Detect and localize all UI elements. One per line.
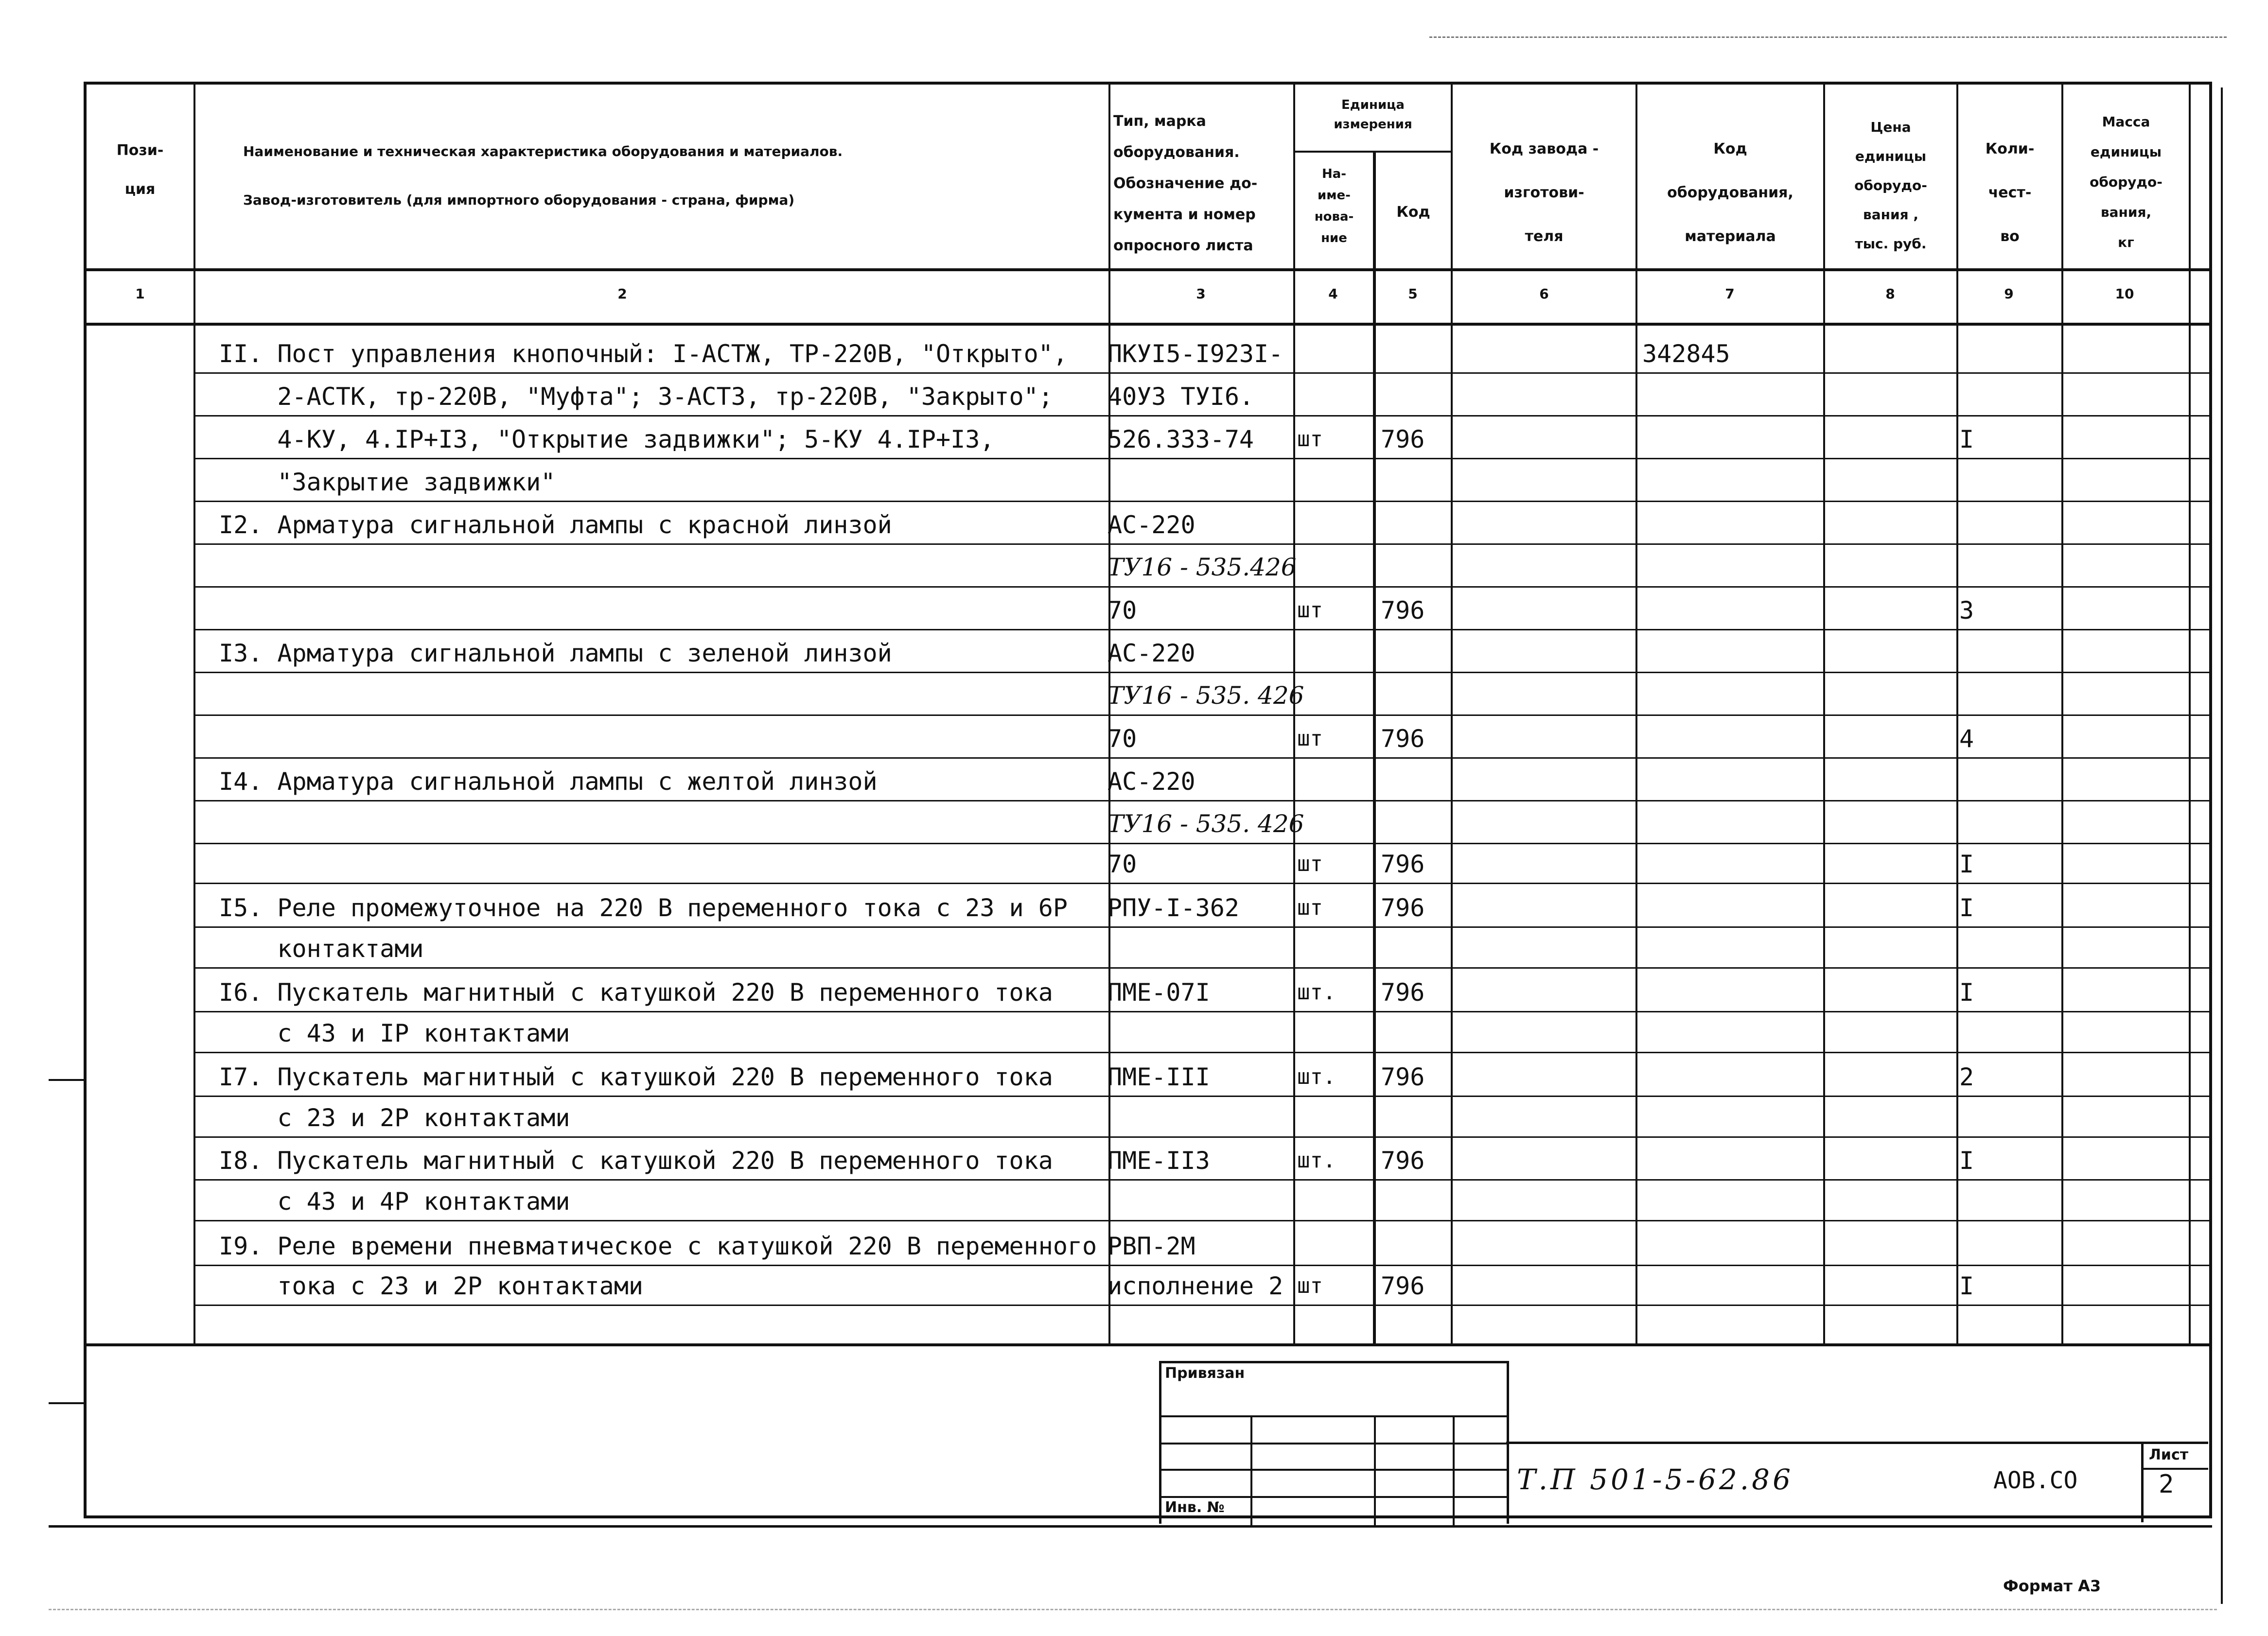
header-unit-name: На- име- нова- ние	[1314, 167, 1354, 245]
row-separator	[193, 458, 2209, 459]
row-type: ТУ16 - 535. 426	[1108, 810, 1304, 838]
row-name: I3. Арматура сигнальной лампы с зеленой линзой	[219, 639, 892, 667]
row-name: I6. Пускатель магнитный с катушкой 220 В переменного тока	[219, 978, 1053, 1007]
colnum-3: 3	[1196, 286, 1206, 302]
header-mfr-code: Код завода - изготови- теля	[1489, 140, 1599, 245]
row-code: 796	[1381, 978, 1425, 1007]
row-type: 70	[1108, 850, 1137, 878]
row-type: исполнение 2	[1108, 1272, 1283, 1300]
row-type: 526.333-74	[1108, 425, 1254, 453]
title-block-top	[1506, 1442, 2208, 1444]
row-type: 70	[1108, 596, 1137, 625]
row-name: с 43 и IP контактами	[219, 1019, 570, 1047]
row-unit: шт.	[1297, 980, 1336, 1005]
colnum-6: 6	[1539, 286, 1549, 302]
col-line-4	[1373, 151, 1376, 1345]
row-quantity: I	[1959, 1147, 1974, 1175]
row-type: ПМЕ-III	[1108, 1063, 1210, 1091]
row-separator	[193, 800, 2209, 801]
doc-number: Т.П 501-5-62.86	[1517, 1463, 1793, 1496]
row-code: 796	[1381, 1272, 1425, 1300]
row-code: 796	[1381, 1063, 1425, 1091]
sheet-label: Лист	[2149, 1446, 2189, 1463]
row-name: 4-КУ, 4.IP+I3, "Открытие задвижки"; 5-КУ 4.IP+I3,	[219, 425, 995, 453]
row-unit: шт	[1297, 852, 1323, 876]
margin-tick	[49, 1402, 84, 1404]
row-separator	[193, 1265, 2209, 1266]
row-name: тока с 23 и 2Р контактами	[219, 1272, 643, 1300]
row-unit: шт	[1297, 427, 1323, 452]
row-separator	[193, 1096, 2209, 1097]
row-separator	[193, 586, 2209, 588]
colnum-9: 9	[2004, 286, 2014, 302]
row-unit: шт.	[1297, 1064, 1336, 1089]
row-quantity: I	[1959, 978, 1974, 1007]
colnum-1: 1	[135, 286, 145, 302]
row-item-code: 342845	[1642, 340, 1730, 368]
bound-label: Привязан	[1165, 1365, 1245, 1382]
row-separator	[193, 1011, 2209, 1012]
row-quantity: 3	[1959, 596, 1974, 625]
table-bottom-line	[84, 1343, 2209, 1346]
row-separator	[193, 1179, 2209, 1181]
sheet-code: АОВ.СО	[1993, 1467, 2078, 1494]
row-type: РПУ-I-362	[1108, 894, 1239, 922]
row-separator	[193, 843, 2209, 844]
row-type: РВП-2М	[1108, 1232, 1196, 1260]
sheet-number: 2	[2159, 1470, 2174, 1499]
header-type: Тип, марка оборудования. Обозначение до- кумента и номер опросного листа	[1113, 113, 1258, 254]
row-name: "Закрытие задвижки"	[219, 468, 556, 496]
row-name: I7. Пускатель магнитный с катушкой 220 В переменного тока	[219, 1063, 1053, 1091]
row-quantity: 2	[1959, 1063, 1974, 1091]
row-unit: шт.	[1297, 1148, 1336, 1173]
row-name: I4. Арматура сигнальной лампы с желтой линзой	[219, 767, 878, 796]
row-separator	[193, 372, 2209, 374]
header-quantity: Коли- чест- во	[1985, 140, 2035, 245]
row-type: ТУ16 - 535.426	[1108, 553, 1297, 581]
row-separator	[193, 672, 2209, 673]
header-name: Наименование и техническая характеристика оборудования и материалов. Завод-изготовитель (для импортного оборудования - страна, фирма)	[243, 143, 843, 208]
row-separator	[193, 1305, 2209, 1306]
row-unit: шт	[1297, 726, 1323, 751]
colnum-bottom-line	[84, 323, 2209, 326]
row-type: ТУ16 - 535. 426	[1108, 681, 1304, 710]
row-code: 796	[1381, 850, 1425, 878]
row-code: 796	[1381, 596, 1425, 625]
row-quantity: 4	[1959, 725, 1974, 753]
top-dash-line	[1429, 36, 2227, 38]
sheet-box-left	[2141, 1442, 2144, 1522]
row-quantity: I	[1959, 1272, 1974, 1300]
header-bottom-line	[84, 268, 2209, 271]
row-unit: шт	[1297, 895, 1323, 920]
colnum-2: 2	[617, 286, 627, 302]
colnum-5: 5	[1408, 286, 1418, 302]
row-quantity: I	[1959, 425, 1974, 453]
row-name: с 43 и 4Р контактами	[219, 1187, 570, 1216]
row-separator	[193, 1220, 2209, 1221]
row-separator	[193, 757, 2209, 759]
colnum-7: 7	[1725, 286, 1735, 302]
row-code: 796	[1381, 894, 1425, 922]
row-unit: шт	[1297, 598, 1323, 623]
stamp-col	[1250, 1415, 1252, 1525]
row-name: с 23 и 2Р контактами	[219, 1104, 570, 1132]
right-frame-extension	[2221, 87, 2223, 1604]
row-separator	[193, 501, 2209, 502]
row-separator	[193, 883, 2209, 884]
row-separator	[193, 714, 2209, 716]
bottom-dash-line	[49, 1609, 2217, 1610]
row-quantity: I	[1959, 850, 1974, 878]
row-name: I9. Реле времени пневматическое с катушкой 220 В переменного	[219, 1232, 1097, 1260]
row-separator	[193, 967, 2209, 969]
row-name: II. Пост управления кнопочный: I-АСТЖ, ТР-220В, "Открыто",	[219, 340, 1068, 368]
margin-tick	[49, 1079, 84, 1081]
bottom-frame-extension	[49, 1525, 2212, 1528]
colnum-10: 10	[2115, 286, 2134, 302]
row-type: АС-220	[1108, 511, 1196, 539]
header-position: Пози- ция	[116, 142, 164, 198]
row-name: 2-АСТК, тр-220В, "Муфта"; 3-АСТЗ, тр-220В, "Закрыто";	[219, 383, 1053, 411]
row-type: 70	[1108, 725, 1137, 753]
row-type: ПМЕ-II3	[1108, 1147, 1210, 1175]
unit-group-line	[1293, 151, 1451, 153]
inv-label: Инв. №	[1165, 1499, 1225, 1516]
stamp-col	[1374, 1415, 1376, 1525]
header-price: Цена единицы оборудо- вания , тыс. руб.	[1854, 119, 1927, 252]
header-item-code: Код оборудования, материала	[1667, 140, 1793, 245]
row-separator	[193, 926, 2209, 928]
row-name: контактами	[219, 935, 424, 963]
row-type: АС-220	[1108, 767, 1196, 796]
row-code: 796	[1381, 1147, 1425, 1175]
colnum-4: 4	[1328, 286, 1338, 302]
row-type: АС-220	[1108, 639, 1196, 667]
row-separator	[193, 1136, 2209, 1138]
header-unit-code: Код	[1396, 204, 1430, 221]
header-unit-group: Единица измерения	[1334, 98, 1412, 132]
stamp-col	[1453, 1415, 1455, 1525]
row-unit: шт	[1297, 1273, 1323, 1298]
row-type: ПКУI5-I923I-	[1108, 340, 1283, 368]
row-separator	[193, 629, 2209, 630]
row-quantity: I	[1959, 894, 1974, 922]
row-separator	[193, 1052, 2209, 1053]
sheet-box-divider	[2141, 1468, 2208, 1470]
row-code: 796	[1381, 425, 1425, 453]
header-mass: Масса единицы оборудо- вания, кг	[2090, 114, 2163, 250]
row-name: I2. Арматура сигнальной лампы с красной линзой	[219, 511, 892, 539]
colnum-8: 8	[1885, 286, 1895, 302]
row-separator	[193, 415, 2209, 417]
row-separator	[193, 543, 2209, 545]
row-type: 40УЗ ТУI6.	[1108, 383, 1254, 411]
row-name: I8. Пускатель магнитный с катушкой 220 В переменного тока	[219, 1147, 1053, 1175]
row-type: ПМЕ-07I	[1108, 978, 1210, 1007]
row-code: 796	[1381, 725, 1425, 753]
row-name: I5. Реле промежуточное на 220 В переменного тока с 23 и 6Р	[219, 894, 1068, 922]
format-label: Формат А3	[2003, 1577, 2101, 1595]
